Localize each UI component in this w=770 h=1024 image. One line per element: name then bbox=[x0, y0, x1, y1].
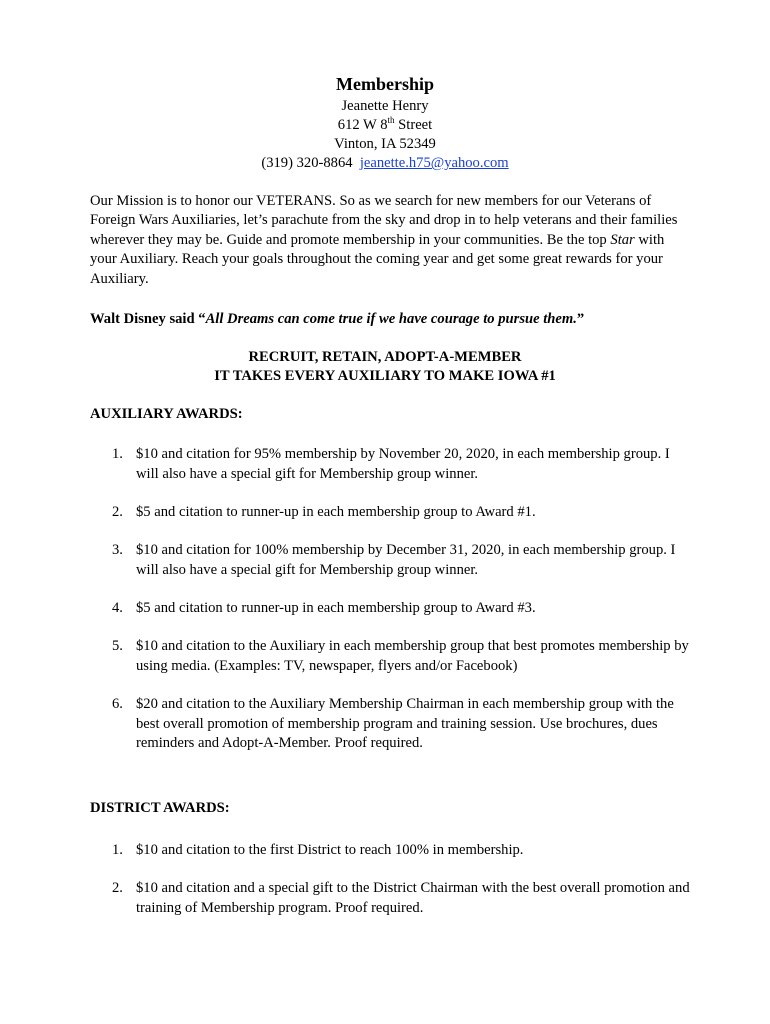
chairman-name: Jeanette Henry bbox=[341, 98, 429, 114]
ordinal-suffix: th bbox=[387, 115, 395, 125]
phone-number: (319) 320-8864 bbox=[261, 155, 353, 171]
slogan-line-2: IT TAKES EVERY AUXILIARY TO MAKE IOWA #1 bbox=[214, 368, 556, 384]
street-address: 612 W 8th Street bbox=[337, 115, 433, 133]
list-item: 1. $10 and citation for 95% membership by November 20, 2020, in each membership group. I will also have a special gift for Membership group winner. bbox=[112, 446, 670, 482]
auxiliary-awards-heading: AUXILIARY AWARDS: bbox=[90, 406, 243, 422]
list-item: 4. $5 and citation to runner-up in each membership group to Award #3. bbox=[112, 600, 536, 616]
district-awards-heading: DISTRICT AWARDS: bbox=[90, 800, 230, 816]
email-link[interactable]: jeanette.h75@yahoo.com bbox=[359, 155, 509, 171]
list-item: 6. $20 and citation to the Auxiliary Membership Chairman in each membership group with the best overall promotion of membership program and training session. Use brochures, dues reminders and Adopt-A-Member. Proof required. bbox=[112, 696, 674, 751]
contact-line bbox=[0, 154, 770, 173]
list-item: 2. $5 and citation to runner-up in each membership group to Award #1. bbox=[112, 504, 536, 520]
star-word: Star bbox=[610, 231, 635, 248]
list-item: 2. $10 and citation and a special gift to the District Chairman with the best overall promotion and training of Membership program. Proof required. bbox=[112, 880, 690, 916]
slogan-line-1: RECRUIT, RETAIN, ADOPT-A-MEMBER bbox=[248, 349, 522, 365]
city-state-zip: Vinton, IA 52349 bbox=[334, 136, 436, 152]
list-item: 1. $10 and citation to the first District to reach 100% in membership. bbox=[112, 842, 524, 858]
list-item: 5. $10 and citation to the Auxiliary in each membership group that best promotes membership by using media. (Examples: TV, newspaper, flyers and/or Facebook) bbox=[112, 638, 689, 674]
mission-paragraph: Our Mission is to honor our VETERANS. So as we search for new members for our Veterans of Foreign Wars Auxiliaries, let’s parachute from the sky and drop in to help veterans and their families wherever they may be. Guide and promote membership in your communities. Be the top Star with your Auxiliary. Reach your goals throughout the coming year and get some great rewards for your Auxiliary. bbox=[90, 193, 678, 287]
disney-quote: Walt Disney said “All Dreams can come true if we have courage to pursue them.” bbox=[90, 311, 585, 327]
document-title: Membership bbox=[336, 74, 434, 94]
list-item: 3. $10 and citation for 100% membership by December 31, 2020, in each membership group. I will also have a special gift for Membership group winner. bbox=[112, 542, 676, 578]
